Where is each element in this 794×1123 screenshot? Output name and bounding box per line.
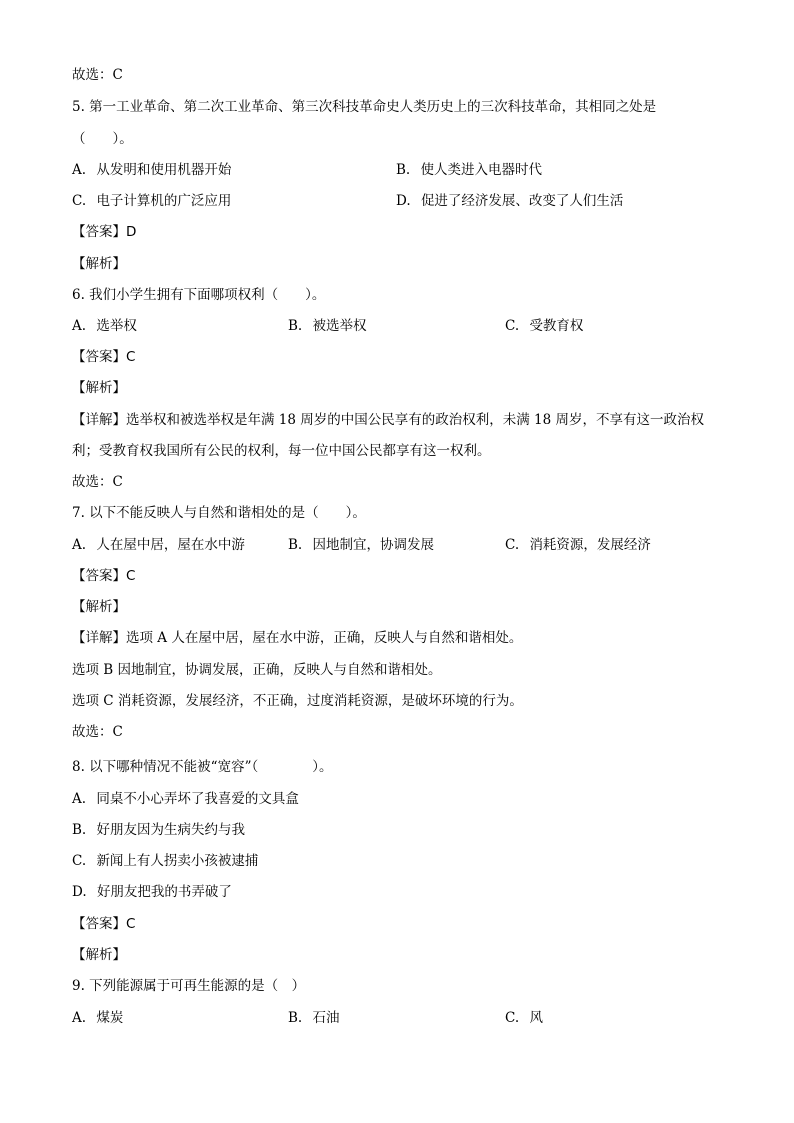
q7-option-c-text: 消耗资源，发展经济 (529, 537, 651, 553)
q5-option-a (72, 160, 231, 180)
q8-option-c-label: C. (72, 853, 87, 869)
q6-stem: 6. 我们小学生拥有下面哪项权利（ ）。 (72, 287, 326, 303)
q5-option-b-label: B. (396, 162, 411, 178)
q5-option-a-text: 从发明和使用机器开始 (96, 162, 232, 178)
q9-option-b-text: 石油 (312, 1010, 340, 1026)
q8-option-b-label: B. (72, 822, 87, 838)
q9-stem: 9. 下列能源属于可再生能源的是（ ） (72, 978, 306, 994)
q8-option-d-text: 好朋友把我的书弄破了 (96, 884, 232, 900)
q5-option-c-text: 电子计算机的广泛应用 (96, 193, 232, 209)
q7-option-b-text: 因地制宜，协调发展 (312, 537, 435, 553)
q7-option-b-label: B. (288, 537, 303, 553)
q9-option-a-label: A. (72, 1010, 87, 1026)
q6-option-c (505, 316, 583, 336)
q7-stem: 7. 以下不能反映人与自然和谐相处的是（ ）。 (72, 505, 366, 521)
q5-option-c-label: C. (72, 193, 87, 209)
q6-option-c-text: 受教育权 (529, 318, 584, 334)
q6-option-a-text: 选举权 (96, 318, 137, 334)
q8-answer: 【答案】C (72, 916, 136, 932)
q7-result: 故选：C (72, 724, 123, 740)
q5-stem-line2: （ ）。 (72, 131, 133, 147)
q6-option-b-text: 被选举权 (312, 318, 367, 334)
q6-option-c-label: C. (505, 318, 520, 334)
q7-option-b (288, 535, 434, 555)
q6-option-a-label: A. (72, 318, 87, 334)
q6-option-b (288, 316, 367, 336)
q6-detail-line1: 【详解】选举权和被选举权是年满 18 周岁的中国公民享有的政治权利，未满 18 周岁，不享有这一政治权 (72, 412, 705, 428)
q9-option-b (288, 1008, 340, 1028)
q9-option-c-label: C. (505, 1010, 520, 1026)
q9-option-c-text: 风 (529, 1010, 543, 1026)
q6-analysis-heading: 【解析】 (72, 380, 126, 396)
q8-option-d (72, 882, 232, 902)
q5-option-a-label: A. (72, 162, 87, 178)
q6-result: 故选：C (72, 474, 123, 490)
q4-result: 故选：C (72, 67, 123, 83)
q8-option-d-label: D. (72, 884, 87, 900)
q9-option-b-label: B. (288, 1010, 303, 1026)
q8-analysis-heading: 【解析】 (72, 947, 126, 963)
q5-option-b-text: 使人类进入电器时代 (420, 162, 543, 178)
q8-option-a (72, 789, 299, 809)
q6-detail-line2: 利；受教育权我国所有公民的权利，每一位中国公民都享有这一权利。 (72, 443, 491, 459)
q7-option-a-label: A. (72, 537, 87, 553)
q6-option-a (72, 316, 137, 336)
q7-detail-line3: 选项 C 消耗资源，发展经济，不正确，过度消耗资源，是破坏环境的行为。 (72, 693, 523, 709)
q9-option-a-text: 煤炭 (96, 1010, 124, 1026)
q8-option-c-text: 新闻上有人拐卖小孩被逮捕 (96, 853, 259, 869)
q5-option-b (396, 160, 542, 180)
q8-option-a-label: A. (72, 791, 87, 807)
q7-detail-line1: 【详解】选项 A 人在屋中居，屋在水中游，正确，反映人与自然和谐相处。 (72, 630, 523, 646)
q9-option-c (505, 1008, 543, 1028)
q7-analysis-heading: 【解析】 (72, 599, 126, 615)
q5-analysis-heading: 【解析】 (72, 256, 126, 272)
q5-stem-line1: 5. 第一工业革命、第二次工业革命、第三次科技革命史人类历史上的三次科技革命，其相同之处是 (72, 99, 657, 115)
q7-option-c (505, 535, 651, 555)
q6-answer: 【答案】C (72, 349, 136, 365)
q8-option-c (72, 851, 258, 871)
q8-option-a-text: 同桌不小心弄坏了我喜爱的文具盒 (96, 791, 299, 807)
q8-option-b (72, 820, 245, 840)
q6-option-b-label: B. (288, 318, 303, 334)
q7-answer: 【答案】C (72, 568, 136, 584)
q8-option-b-text: 好朋友因为生病失约与我 (96, 822, 246, 838)
q5-option-d-label: D. (396, 193, 411, 209)
q7-option-c-label: C. (505, 537, 520, 553)
q7-option-a (72, 535, 245, 555)
q5-answer: 【答案】D (72, 224, 137, 240)
q7-option-a-text: 人在屋中居，屋在水中游 (96, 537, 245, 553)
q9-option-a (72, 1008, 123, 1028)
q8-stem: 8. 以下哪种情况不能被“宽容”（ ）。 (72, 759, 333, 775)
q5-option-d (396, 191, 623, 211)
q5-option-c (72, 191, 231, 211)
q7-detail-line2: 选项 B 因地制宜，协调发展，正确，反映人与自然和谐相处。 (72, 662, 442, 678)
q5-option-d-text: 促进了经济发展、改变了人们生活 (420, 193, 624, 209)
